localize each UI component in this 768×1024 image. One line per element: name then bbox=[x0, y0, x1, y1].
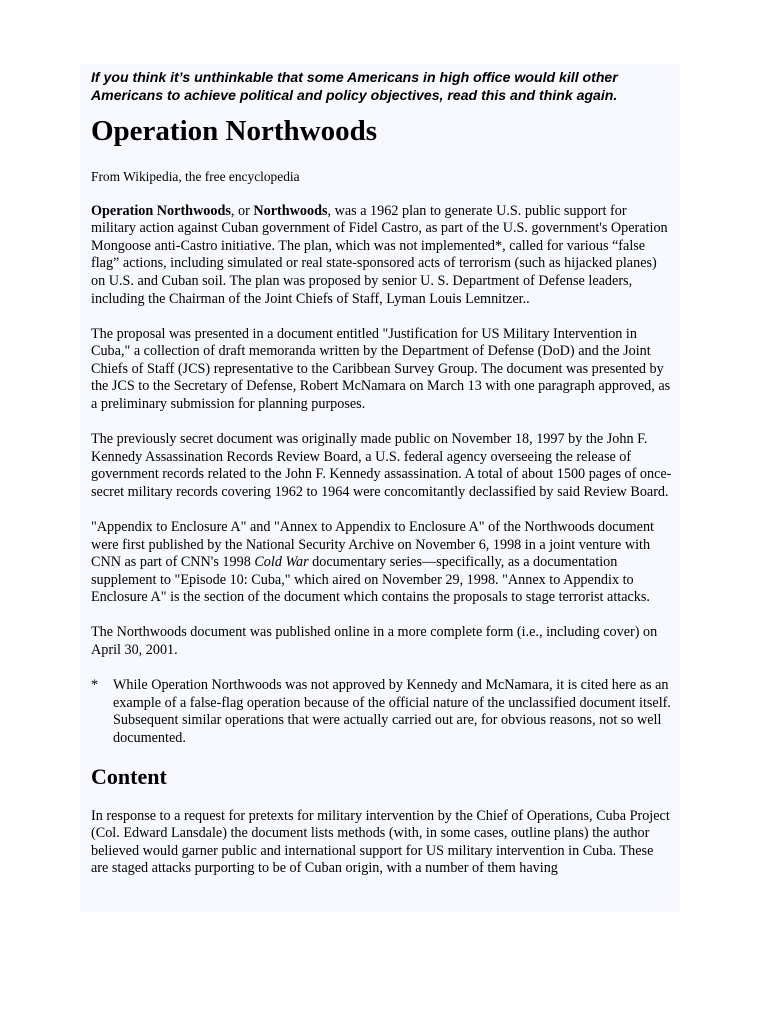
source-line: From Wikipedia, the free encyclopedia bbox=[91, 169, 300, 184]
paragraph-declassification: The previously secret document was originally made public on November 18, 1997 by the John F. Kennedy Assassination Records Review Board, a U.S. federal agency overseeing the release of government records related to the John F. Kennedy assassination. A total of about 1500 pages of once-secret military records covering 1962 to 1964 were concomitantly declassified by said Review Board. bbox=[91, 431, 672, 500]
paragraph-content: In response to a request for pretexts for military intervention by the Chief of Operations, Cuba Project (Col. Edward Lansdale) the document lists methods (with, in some cases, outline plans) the author believed would garner public and international support for US military intervention in Cuba. These are staged attacks purporting to be of Cuban origin, with a number of them having bbox=[91, 807, 670, 877]
intro-statement: If you think it’s unthinkable that some Americans in high office would kill other Americans to achieve political and policy objectives, read this and think again. bbox=[91, 69, 618, 103]
term-operation-northwoods: Operation Northwoods bbox=[91, 202, 231, 219]
definition-text: , was a 1962 plan to generate U.S. public support for military action against Cuban government of Fidel Castro, as part of the U.S. government's Operation Mongoose anti-Castro initiative. The plan, which was not implemented*, called for various “false flag” actions, including simulated or real state-sponsored acts of terrorism (such as hijacked planes) on U.S. and Cuban soil. The plan was proposed by senior U. S. Department of Defense leaders, including the Chairman of the Joint Chiefs of Staff, Lyman Louis Lemnitzer.. bbox=[91, 202, 668, 307]
cold-war-title: Cold War bbox=[254, 554, 309, 571]
term-northwoods: Northwoods bbox=[253, 202, 328, 219]
term-separator: , or bbox=[230, 202, 254, 219]
document-content bbox=[80, 64, 680, 878]
publication-text-before: "Appendix to Enclosure A" and "Annex to Appendix to Enclosure A" of the Northwoods document were first published by the National Security Archive on November 6, 1998 in a joint venture with CNN as part of CNN's 1998 bbox=[91, 519, 654, 571]
paragraph-proposal: The proposal was presented in a document entitled "Justification for US Military Intervention in Cuba," a collection of draft memoranda written by the Department of Defense (DoD) and the Joint Chiefs of Staff (JCS) representative to the Caribbean Survey Group. The document was presented by the JCS to the Secretary of Defense, Robert McNamara on March 13 with one paragraph approved, as a preliminary submission for planning purposes. bbox=[91, 325, 671, 413]
section-heading-content: Content bbox=[91, 763, 167, 789]
paragraph-online-release: The Northwoods document was published online in a more complete form (i.e., including cover) on April 30, 2001. bbox=[91, 624, 658, 659]
paragraph-definition bbox=[91, 203, 672, 309]
publication-text-after: documentary series—specifically, as a documentation supplement to "Episode 10: Cuba," which aired on November 29, 1998. "Annex to Appendix to Enclosure A" is the section of the document which contains the proposals to stage terrorist attacks. bbox=[91, 554, 650, 606]
page-title: Operation Northwoods bbox=[91, 115, 377, 147]
footnote bbox=[91, 677, 672, 747]
document-page bbox=[80, 64, 680, 912]
paragraph-publication bbox=[91, 519, 672, 607]
footnote-marker: * bbox=[91, 677, 99, 694]
footnote-text: While Operation Northwoods was not approved by Kennedy and McNamara, it is cited here as an example of a false-flag operation because of the official nature of the unclassified document itself. Subsequent similar operations that were actually carried out are, for obvious reasons, not so well documented. bbox=[113, 677, 671, 746]
